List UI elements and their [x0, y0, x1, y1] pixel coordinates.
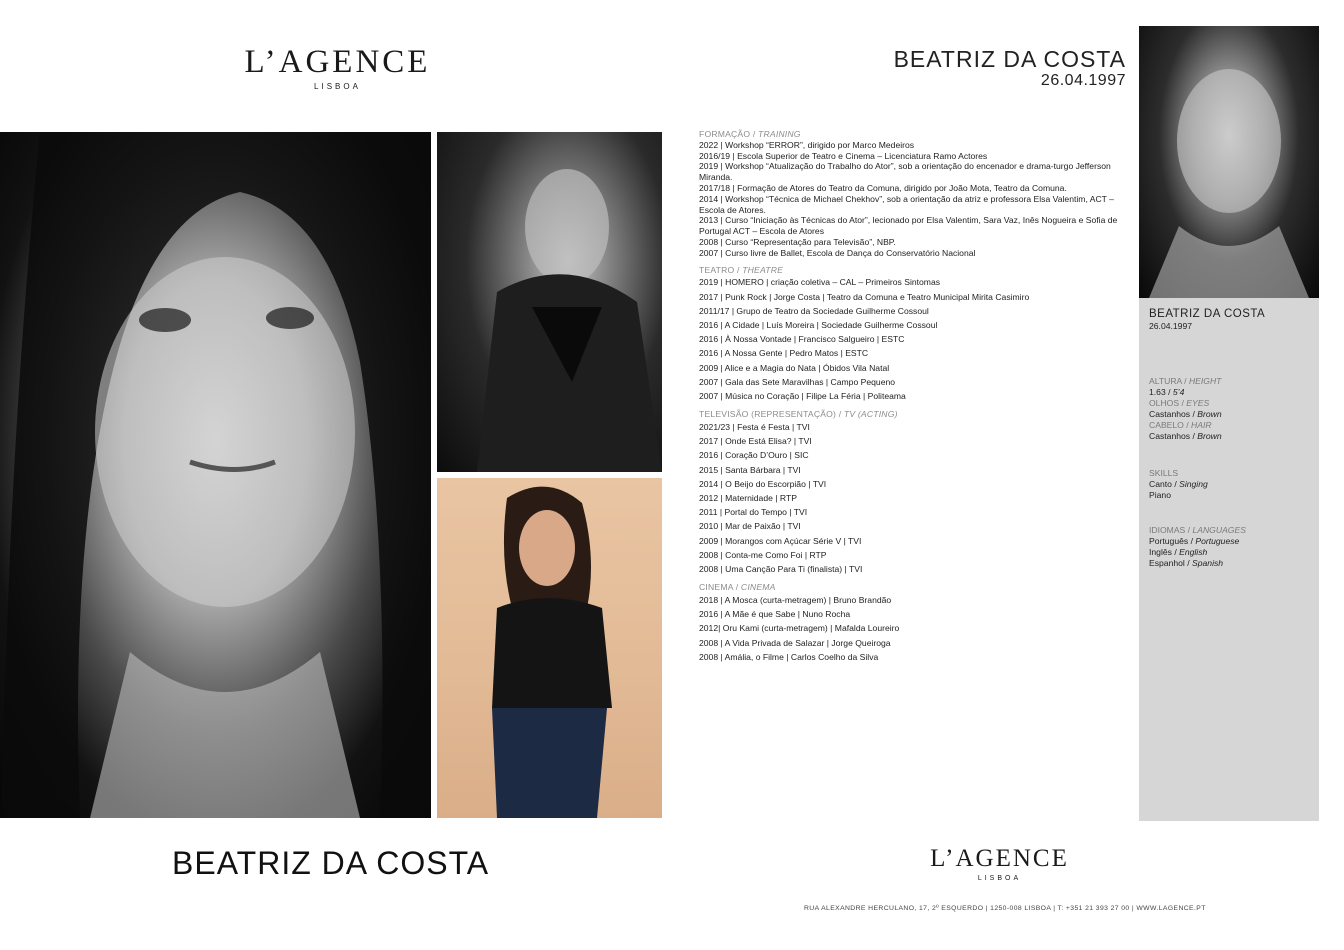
height-value: 1.63 / 5’4	[1149, 387, 1185, 397]
resume-entry: 2016 | À Nossa Vontade | Francisco Salgueiro | ESTC	[699, 334, 905, 345]
resume-entry: 2008 | Curso “Representação para Televisão”, NBP.	[699, 236, 896, 247]
languages-label: IDIOMAS / LANGUAGES	[1149, 525, 1246, 535]
label-pt: OLHOS	[1149, 398, 1180, 408]
smiling-blazer-photo	[437, 132, 662, 472]
label-en: HEIGHT	[1188, 376, 1222, 386]
skill-pt: Canto	[1149, 479, 1172, 489]
resume-entry: 2014 | O Beijo do Escorpião | TVI	[699, 478, 827, 489]
logo-brand: L’AGENCE	[930, 845, 1069, 872]
language-item: Português / Portuguese	[1149, 536, 1240, 546]
resume-entry: 2011 | Portal do Tempo | TVI	[699, 507, 808, 518]
title-en: TRAINING	[758, 129, 801, 139]
language-pt: Espanhol	[1149, 558, 1185, 568]
title-en: THEATRE	[742, 264, 784, 275]
title-en: CINEMA	[740, 582, 776, 593]
eyes-label: OLHOS / EYES	[1149, 398, 1210, 408]
resume-entry: 2019 | Workshop “Atualização do Trabalho do Ator”, sob a orientação do encenador e drama-turgo Jefferson Miranda.	[699, 161, 1111, 183]
resume-entry: 2017 | Punk Rock | Jorge Costa | Teatro da Comuna e Teatro Municipal Mirita Casimiro	[699, 291, 1030, 302]
section-tv	[699, 409, 1129, 576]
value-en: Brown	[1197, 409, 1222, 419]
label-en: LANGUAGES	[1192, 525, 1246, 535]
profile-name: BEATRIZ DA COSTA	[1149, 308, 1266, 320]
section-cinema	[699, 582, 1129, 664]
resume-entry: 2013 | Curso “Iniciação às Técnicas do Ator”, lecionado por Elsa Valentim, Sara Vaz, Inês Nogueira e Sofia de Portugal ACT – Escola de Atores	[699, 215, 1118, 237]
cinema-list	[699, 593, 1129, 664]
header-name-block	[894, 46, 1126, 90]
tv-list	[699, 420, 1129, 576]
resume-entry: 2008 | Conta-me Como Foi | RTP	[699, 549, 827, 560]
hair-label: CABELO / HAIR	[1149, 420, 1212, 430]
resume-entry: 2007 | Curso livre de Ballet, Escola de Dança do Conservatório Nacional	[699, 247, 976, 258]
value-pt: Castanhos	[1149, 409, 1191, 419]
skills-label: SKILLS	[1149, 468, 1179, 478]
headshot-photo-main	[0, 132, 431, 818]
resume-entry: 2007 | Música no Coração | Filipe La Féria | Politeama	[699, 390, 906, 401]
profile-details	[1149, 308, 1314, 569]
agency-logo-top	[240, 44, 435, 91]
logo-subtitle: LISBOA	[977, 875, 1022, 882]
section-title: TEATRO / THEATRE	[699, 264, 784, 275]
language-item: Inglês / English	[1149, 547, 1208, 557]
resume-entry: 2011/17 | Grupo de Teatro da Sociedade Guilherme Cossoul	[699, 305, 929, 316]
resume-entry: 2007 | Gala das Sete Maravilhas | Campo Pequeno	[699, 376, 896, 387]
section-title: CINEMA / CINEMA	[699, 582, 776, 593]
title-pt: CINEMA	[699, 582, 734, 593]
section-training	[699, 129, 1129, 259]
section-title: TELEVISÃO (REPRESENTAÇÃO) / TV (ACTING)	[699, 409, 898, 420]
title-pt: TEATRO	[699, 264, 735, 275]
label-pt: CABELO	[1149, 420, 1184, 430]
value-pt: Castanhos	[1149, 431, 1191, 441]
resume-entry: 2012| Oru Kami (curta-metragem) | Mafalda Loureiro	[699, 623, 900, 634]
resume-entry: 2015 | Santa Bárbara | TVI	[699, 464, 801, 475]
title-pt: TELEVISÃO (REPRESENTAÇÃO)	[699, 409, 837, 420]
resume-entry: 2022 | Workshop “ERROR”, dirigido por Marco Medeiros	[699, 139, 915, 150]
header-date: 26.04.1997	[1040, 72, 1126, 89]
label-en: HAIR	[1191, 420, 1212, 430]
resume-entry: 2014 | Workshop “Técnica de Michael Chekhov”, sob a orientação da atriz e professora Elsa Valentim, ACT – Escola de Atores.	[699, 193, 1114, 215]
resume-entry: 2016 | Coração D’Ouro | SIC	[699, 450, 809, 461]
resume-entry: 2008 | Uma Canção Para Ti (finalista) | TVI	[699, 564, 863, 575]
hair-value: Castanhos / Brown	[1149, 431, 1222, 441]
language-en: English	[1179, 547, 1208, 557]
profile-date: 26.04.1997	[1149, 321, 1193, 331]
resume-entry: 2016 | A Mãe é que Sabe | Nuno Rocha	[699, 609, 851, 620]
label-pt: IDIOMAS	[1149, 525, 1186, 535]
resume-entry: 2017 | Onde Está Elisa? | TVI	[699, 436, 812, 447]
value-en: 5’4	[1172, 387, 1185, 397]
language-en: Spanish	[1192, 558, 1224, 568]
language-en: Portuguese	[1195, 536, 1240, 546]
full-body-photo	[437, 478, 662, 818]
resume-entry: 2021/23 | Festa é Festa | TVI	[699, 421, 810, 432]
skill-item: Piano	[1149, 490, 1171, 500]
resume-entry: 2017/18 | Formação de Atores do Teatro da Comuna, dirigido por João Mota, Teatro da Comuna.	[699, 182, 1067, 193]
training-list	[699, 140, 1129, 259]
resume-entry: 2012 | Maternidade | RTP	[699, 493, 797, 503]
logo-subtitle: LISBOA	[314, 82, 361, 91]
skill-item: Canto / Singing	[1149, 479, 1208, 489]
skill-en: Singing	[1179, 479, 1208, 489]
resume-entry: 2009 | Morangos com Açúcar Série V | TVI	[699, 535, 862, 546]
resume-entry: 2016/19 | Escola Superior de Teatro e Cinema – Licenciatura Ramo Actores	[699, 150, 988, 161]
language-pt: Inglês	[1149, 547, 1172, 557]
resume-entry: 2008 | Amália, o Filme | Carlos Coelho da Silva	[699, 651, 879, 662]
language-item: Espanhol / Spanish	[1149, 558, 1224, 568]
resume-entry: 2016 | A Nossa Gente | Pedro Matos | ESTC	[699, 348, 869, 359]
resume-entry: 2018 | A Mosca (curta-metragem) | Bruno Brandão	[699, 595, 892, 606]
footer-address: RUA ALEXANDRE HERCULANO, 17, 2º ESQUERDO | 1250-008 LISBOA | T: +351 21 393 27 00 | WWW.LAGENCE.PT	[804, 905, 1206, 912]
resume-entry: 2016 | A Cidade | Luís Moreira | Sociedade Guilherme Cossoul	[699, 319, 938, 330]
theatre-list	[699, 275, 1129, 403]
portrait-photo-side	[1139, 26, 1319, 298]
resume-entry: 2008 | A Vida Privada de Salazar | Jorge Queiroga	[699, 637, 891, 648]
section-theatre	[699, 265, 1129, 404]
title-pt: FORMAÇÃO	[699, 129, 751, 139]
eyes-value: Castanhos / Brown	[1149, 409, 1222, 419]
resume-entry: 2009 | Alice e a Magia do Nata | Óbidos Vila Natal	[699, 362, 890, 373]
height-label: ALTURA / HEIGHT	[1149, 376, 1222, 386]
resume-entry: 2019 | HOMERO | criação coletiva – CAL – Primeiros Sintomas	[699, 277, 941, 288]
title-en: TV (ACTING)	[843, 409, 898, 420]
resume-entry: 2010 | Mar de Paixão | TVI	[699, 521, 801, 532]
logo-brand: L’AGENCE	[244, 44, 431, 80]
value-pt: 1.63	[1149, 387, 1166, 397]
header-name: BEATRIZ DA COSTA	[893, 46, 1126, 72]
section-title: FORMAÇÃO / TRAINING	[699, 129, 801, 139]
agency-logo-bottom	[922, 845, 1077, 882]
talent-name-large: BEATRIZ DA COSTA	[172, 845, 490, 881]
label-pt: ALTURA	[1149, 376, 1182, 386]
language-pt: Português	[1149, 536, 1189, 546]
value-en: Brown	[1197, 431, 1222, 441]
resume-column	[699, 129, 1129, 670]
label-en: EYES	[1186, 398, 1210, 408]
